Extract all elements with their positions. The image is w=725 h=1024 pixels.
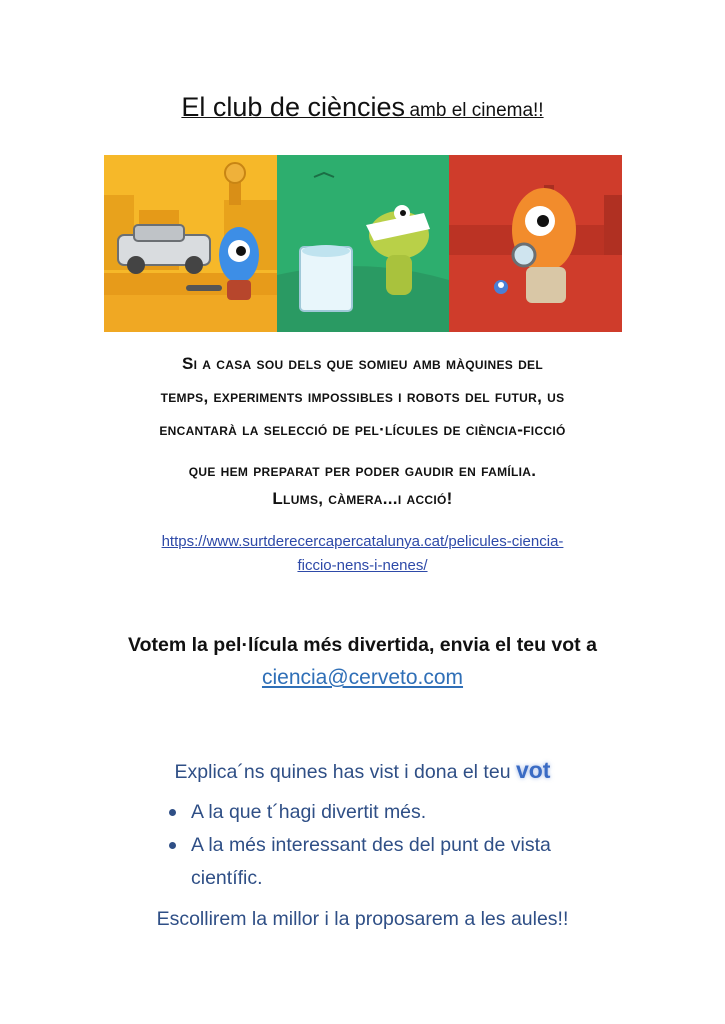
closing-line: Escollirem la millor i la proposarem a les aules!! — [156, 908, 569, 930]
intro-line-2: temps, experiments impossibles i robots del futur, us — [160, 387, 565, 406]
list-item — [165, 796, 635, 829]
email-link[interactable]: ciencia@cerveto.com — [261, 666, 464, 689]
list-item — [165, 829, 635, 862]
movies-link-line-1[interactable]: https://www.surtderecercapercatalunya.cat/pelicules-ciencia- — [161, 533, 564, 550]
explain-text: Explica´ns quines has vist i dona el teu — [174, 761, 511, 783]
list-item-text: A la que t´hagi divertit més. — [191, 801, 427, 823]
list-item-text: A la més interessant des del punt de vista — [191, 834, 551, 856]
movies-link-line-2[interactable]: ficcio-nens-i-nenes/ — [297, 557, 428, 574]
list-item-text: científic. — [191, 867, 263, 889]
intro-line-5: Llums, càmera...i acció! — [272, 489, 453, 508]
title-suffix: amb el cinema!! — [409, 100, 544, 121]
movies-link[interactable] — [90, 530, 635, 578]
banner-illustration — [104, 155, 622, 332]
title-main: El club de ciències — [181, 92, 406, 122]
intro-line-4: que hem preparat per poder gaudir en família. — [188, 461, 537, 480]
vot-word: vot — [515, 757, 551, 783]
bullet-icon — [169, 809, 176, 816]
intro-line-3: encantarà la selecció de pel·lícules de ciència-ficció — [159, 420, 566, 439]
bullet-icon — [169, 842, 176, 849]
page-title — [0, 92, 725, 123]
explain-line — [0, 757, 725, 784]
list-item-continuation — [165, 862, 635, 895]
criteria-list — [165, 796, 635, 895]
intro-line-1: Si a casa sou dels que somieu amb màquines del — [182, 354, 543, 373]
vote-heading: Votem la pel·lícula més divertida, envia el teu vot a — [128, 634, 597, 656]
